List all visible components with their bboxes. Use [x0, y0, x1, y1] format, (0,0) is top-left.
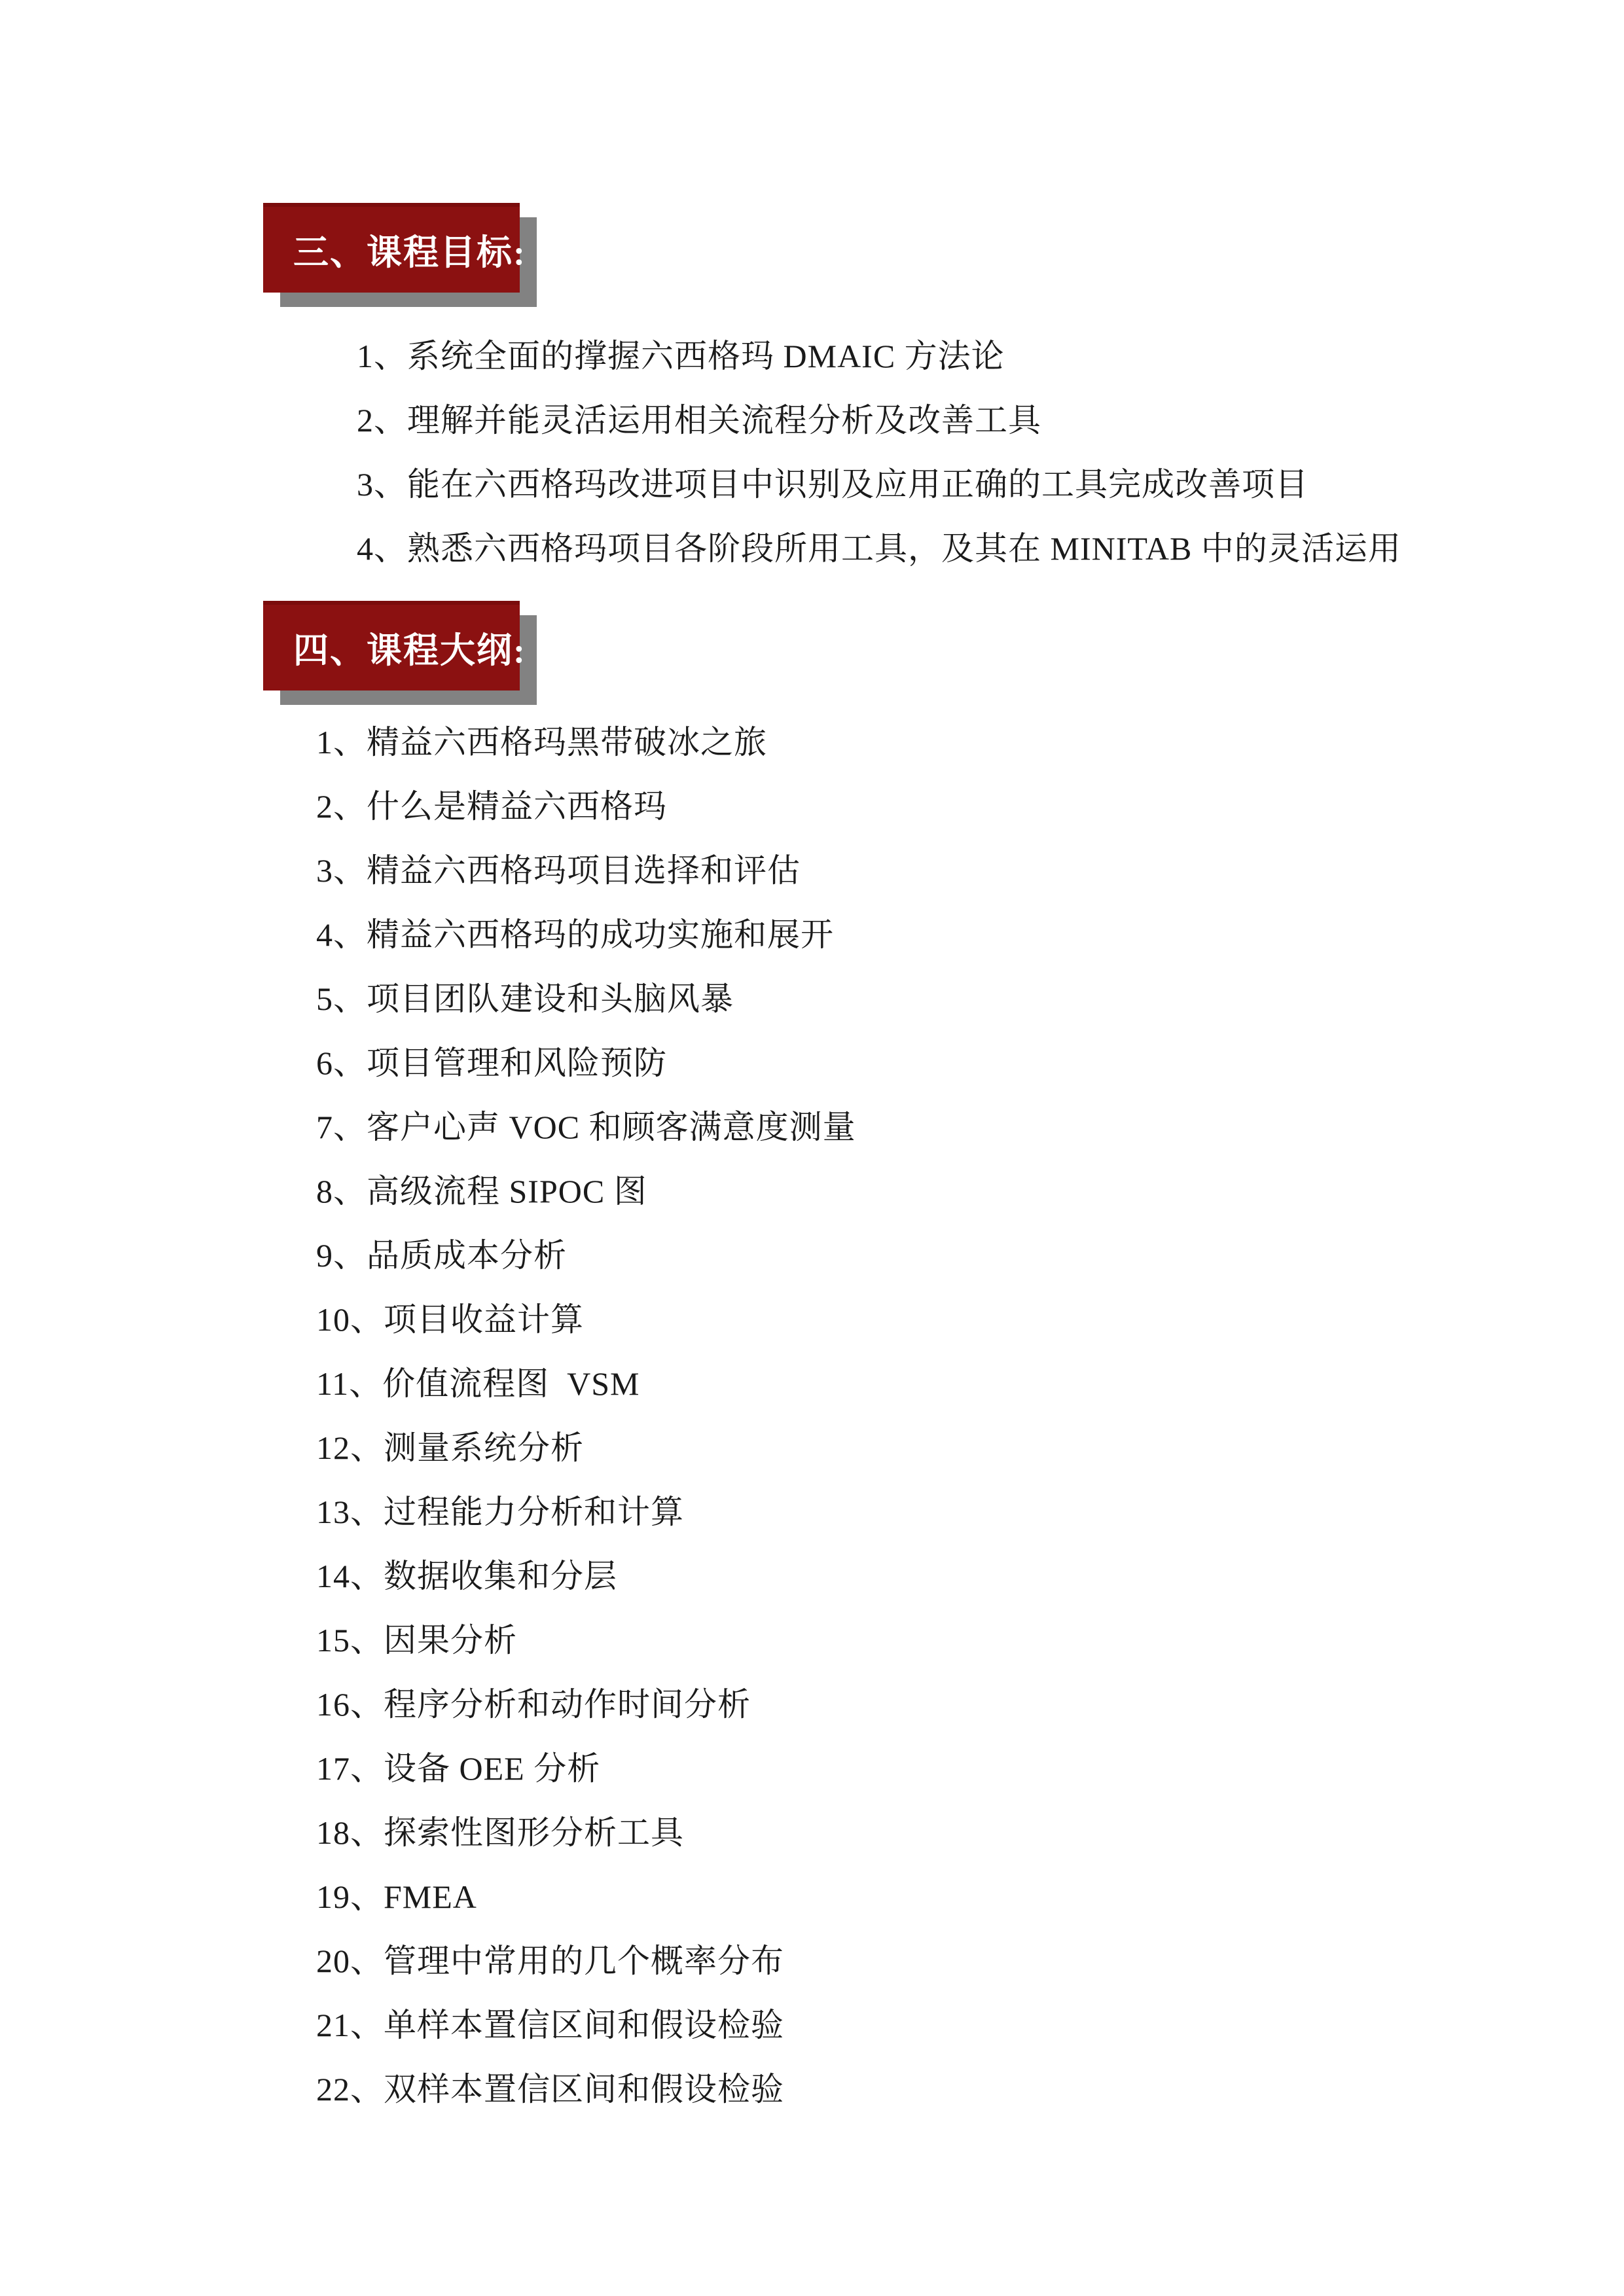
list-item: 10、项目收益计算 — [316, 1301, 584, 1338]
list-item: 12、测量系统分析 — [316, 1429, 584, 1466]
list-item: 22、双样本置信区间和假设检验 — [316, 2071, 784, 2108]
list-item: 1、精益六西格玛黑带破冰之旅 — [316, 724, 767, 761]
list-item: 18、探索性图形分析工具 — [316, 1814, 684, 1851]
list-item: 6、项目管理和风险预防 — [316, 1045, 667, 1081]
list-item: 3、能在六西格玛改进项目中识别及应用正确的工具完成改善项目 — [357, 466, 1308, 503]
course-outline-list — [316, 708, 856, 2119]
section-banner-course-outline — [263, 601, 526, 691]
list-item: 8、高级流程 SIPOC 图 — [316, 1173, 647, 1210]
list-item: 11、价值流程图 VSM — [316, 1365, 640, 1402]
list-item: 7、客户心声 VOC 和顾客满意度测量 — [316, 1109, 856, 1145]
list-item: 13、过程能力分析和计算 — [316, 1494, 684, 1530]
list-item: 19、FMEA — [316, 1878, 477, 1915]
list-item: 5、项目团队建设和头脑风暴 — [316, 980, 734, 1017]
list-item: 4、精益六西格玛的成功实施和展开 — [316, 916, 834, 953]
section-heading-course-outline: 四、课程大纲: — [293, 631, 526, 670]
list-item: 3、精益六西格玛项目选择和评估 — [316, 852, 801, 889]
list-item: 20、管理中常用的几个概率分布 — [316, 1943, 784, 1979]
list-item: 21、单样本置信区间和假设检验 — [316, 2007, 784, 2043]
section-heading-course-objectives: 三、课程目标: — [293, 233, 526, 272]
list-item: 15、因果分析 — [316, 1622, 517, 1659]
list-item: 2、什么是精益六西格玛 — [316, 788, 667, 825]
list-item: 17、设备 OEE 分析 — [316, 1750, 601, 1787]
list-item: 1、系统全面的撑握六西格玛 DMAIC 方法论 — [357, 338, 1005, 374]
list-item: 14、数据收集和分层 — [316, 1558, 617, 1594]
course-objectives-list — [357, 321, 1401, 578]
section-banner-course-objectives — [263, 203, 526, 293]
list-item: 16、程序分析和动作时间分析 — [316, 1686, 751, 1723]
list-item: 4、熟悉六西格玛项目各阶段所用工具，及其在 MINITAB 中的灵活运用 — [357, 530, 1401, 567]
list-item: 2、理解并能灵活运用相关流程分析及改善工具 — [357, 402, 1041, 439]
list-item: 9、品质成本分析 — [316, 1237, 567, 1274]
